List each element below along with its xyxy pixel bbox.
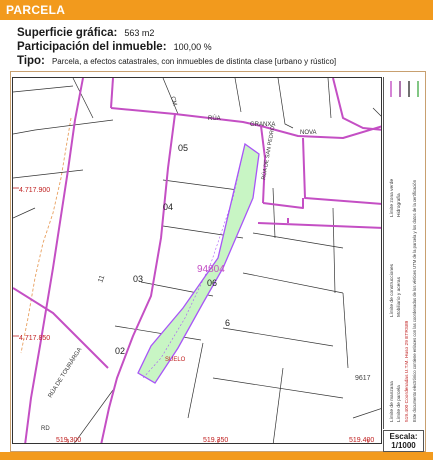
main-parcel-ref: 94804 <box>197 264 225 275</box>
coord-y1: 4.717.900 <box>19 187 51 194</box>
participacion-value: 100,00 % <box>173 42 212 52</box>
parcel-6: 6 <box>225 318 231 328</box>
legend-swatches <box>391 81 418 97</box>
section-header: PARCELA <box>0 0 433 20</box>
coord-x2: 519.350 <box>203 437 229 444</box>
parcel-04: 04 <box>163 202 174 212</box>
street-tourarga: RÚA DE TOURÁRGA <box>47 346 84 400</box>
parcel-02: 02 <box>115 346 126 356</box>
street-granxa: GRANXA <box>250 122 276 128</box>
legend <box>383 77 425 429</box>
coord-x3: 519.400 <box>349 437 375 444</box>
tipo-label: Tipo: <box>17 55 45 67</box>
suelo-label: SUELO <box>165 357 186 363</box>
hydro-line <box>21 118 71 353</box>
participacion-label: Participación del inmueble: <box>17 41 167 53</box>
scale-value: 1/1000 <box>391 441 416 450</box>
street-rua: RÚA <box>208 116 221 122</box>
street-vilaboa: RÚA DE SAN PEDRO <box>261 125 277 181</box>
tipo-row <box>17 55 336 67</box>
tipo-value: Parcela, a efectos catastrales, con inmuebles de distinta clase [urbano y rústico] <box>51 57 337 66</box>
participacion-row <box>17 41 212 53</box>
street-rd: RD <box>41 426 50 432</box>
legend-item-1: Límite de parcela <box>397 385 402 422</box>
scale-box <box>383 430 424 452</box>
coord-x1: 519.300 <box>56 437 82 444</box>
legend-coord-note: 519.400 Coordenadas U.T.M. Huso 29 ETRS89 <box>405 320 410 422</box>
street-nova: NOVA <box>300 130 317 136</box>
footer-bar <box>0 452 433 460</box>
street-cm: CM <box>169 95 178 107</box>
legend-item-5: Hidrografía <box>397 193 402 217</box>
legend-item-4: Límite zona verde <box>390 178 395 217</box>
superficie-label: Superficie gráfica: <box>17 27 118 39</box>
superficie-row <box>17 27 154 39</box>
road-code: 11 <box>97 274 107 284</box>
superficie-value: 563 m2 <box>124 28 155 38</box>
legend-doc-note: Este documento electrónico contiene enlaces con las coordenadas de los vértices UTM de la parcela y los datos de la certificación <box>412 179 417 422</box>
cadastral-map[interactable] <box>12 77 382 444</box>
legend-item-2: Límite de construcciones <box>390 263 395 317</box>
coord-y2: 4.717.850 <box>19 335 51 342</box>
parcel-06: 06 <box>207 278 218 288</box>
legend-item-0: Límite de manzana <box>390 381 395 422</box>
parcel-05: 05 <box>178 143 189 153</box>
legend-item-3: Mobiliario y aceras <box>397 277 402 317</box>
other-ref: 9617 <box>355 375 371 382</box>
parcel-03: 03 <box>133 274 144 284</box>
scale-label: Escala: <box>389 432 418 441</box>
